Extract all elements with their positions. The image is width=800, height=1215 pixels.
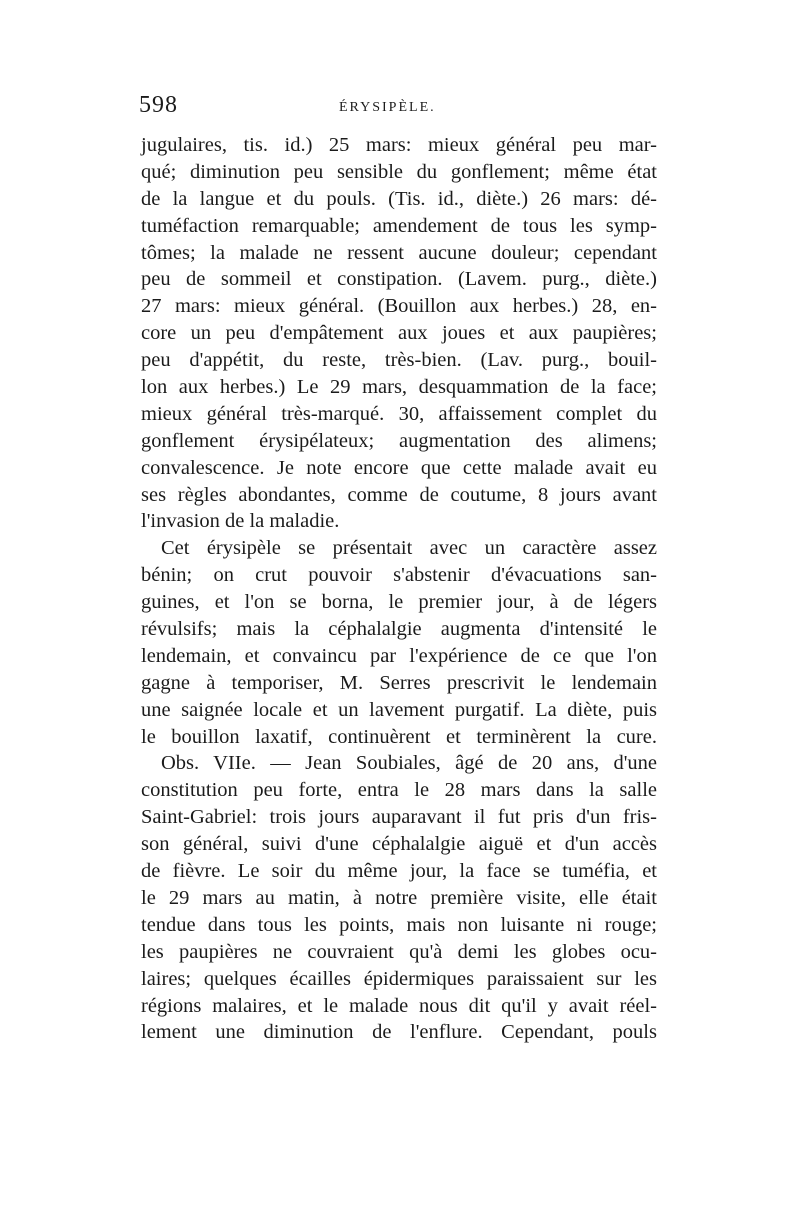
text-line: tendue dans tous les points, mais non luisante ni rouge; bbox=[141, 913, 657, 936]
text-line: core un peu d'empâtement aux joues et aux paupières; bbox=[141, 322, 657, 345]
text-line: ses règles abondantes, comme de coutume, 8 jours avant bbox=[141, 483, 657, 506]
text-line: lement une diminution de l'enflure. Cependant, pouls bbox=[141, 1021, 657, 1044]
text-line: peu de sommeil et constipation. (Lavem. purg., diète.) bbox=[141, 268, 657, 291]
text-line: révulsifs; mais la céphalalgie augmenta d'intensité le bbox=[141, 618, 657, 641]
text-line: l'invasion de la maladie. bbox=[141, 510, 340, 533]
text-line: gagne à temporiser, M. Serres prescrivit le lendemain bbox=[141, 671, 657, 694]
text-line: convalescence. Je note encore que cette malade avait eu bbox=[141, 456, 657, 479]
body-text bbox=[141, 132, 657, 1046]
page-number: 598 bbox=[139, 92, 178, 118]
text-line: son général, suivi d'une céphalalgie aiguë et d'un accès bbox=[141, 833, 657, 856]
text-line: lon aux herbes.) Le 29 mars, desquammation de la face; bbox=[141, 376, 657, 399]
text-line: Saint-Gabriel: trois jours auparavant il fut pris d'un fris- bbox=[141, 806, 657, 829]
observation-heading-line: Obs. VIIe. — Jean Soubiales, âgé de 20 ans, d'une bbox=[161, 752, 657, 775]
text-line: le bouillon laxatif, continuèrent et terminèrent la cure. bbox=[141, 725, 657, 748]
paragraph-start-line: Cet érysipèle se présentait avec un caractère assez bbox=[161, 537, 657, 560]
text-line: de fièvre. Le soir du même jour, la face se tuméfia, et bbox=[141, 860, 657, 883]
text-line: jugulaires, tis. id.) 25 mars: mieux général peu mar- bbox=[141, 134, 657, 156]
text-line: le 29 mars au matin, à notre première visite, elle était bbox=[141, 886, 657, 909]
text-line: guines, et l'on se borna, le premier jour, à de légers bbox=[141, 591, 657, 614]
text-line: gonflement érysipélateux; augmentation des alimens; bbox=[141, 429, 657, 452]
text-line: les paupières ne couvraient qu'à demi les globes ocu- bbox=[141, 940, 657, 963]
text-line: constitution peu forte, entra le 28 mars dans la salle bbox=[141, 779, 657, 802]
text-line: peu d'appétit, du reste, très-bien. (Lav. purg., bouil- bbox=[141, 349, 657, 372]
text-line: tuméfaction remarquable; amendement de tous les symp- bbox=[141, 214, 657, 237]
page-header bbox=[139, 92, 659, 126]
text-line: tômes; la malade ne ressent aucune douleur; cependant bbox=[141, 241, 657, 264]
text-line: 27 mars: mieux général. (Bouillon aux herbes.) 28, en- bbox=[141, 295, 657, 318]
text-line: laires; quelques écailles épidermiques paraissaient sur les bbox=[141, 967, 657, 990]
text-line: régions malaires, et le malade nous dit qu'il y avait réel- bbox=[141, 994, 657, 1017]
text-line: qué; diminution peu sensible du gonflement; même état bbox=[141, 160, 657, 183]
text-line: bénin; on crut pouvoir s'abstenir d'évacuations san- bbox=[141, 564, 657, 587]
text-line: lendemain, et convaincu par l'expérience de ce que l'on bbox=[141, 644, 657, 667]
text-line: une saignée locale et un lavement purgatif. La diète, puis bbox=[141, 698, 657, 721]
running-head: ÉRYSIPÈLE. bbox=[339, 100, 436, 115]
text-line: de la langue et du pouls. (Tis. id., diète.) 26 mars: dé- bbox=[141, 187, 657, 210]
text-line: mieux général très-marqué. 30, affaissement complet du bbox=[141, 402, 657, 425]
